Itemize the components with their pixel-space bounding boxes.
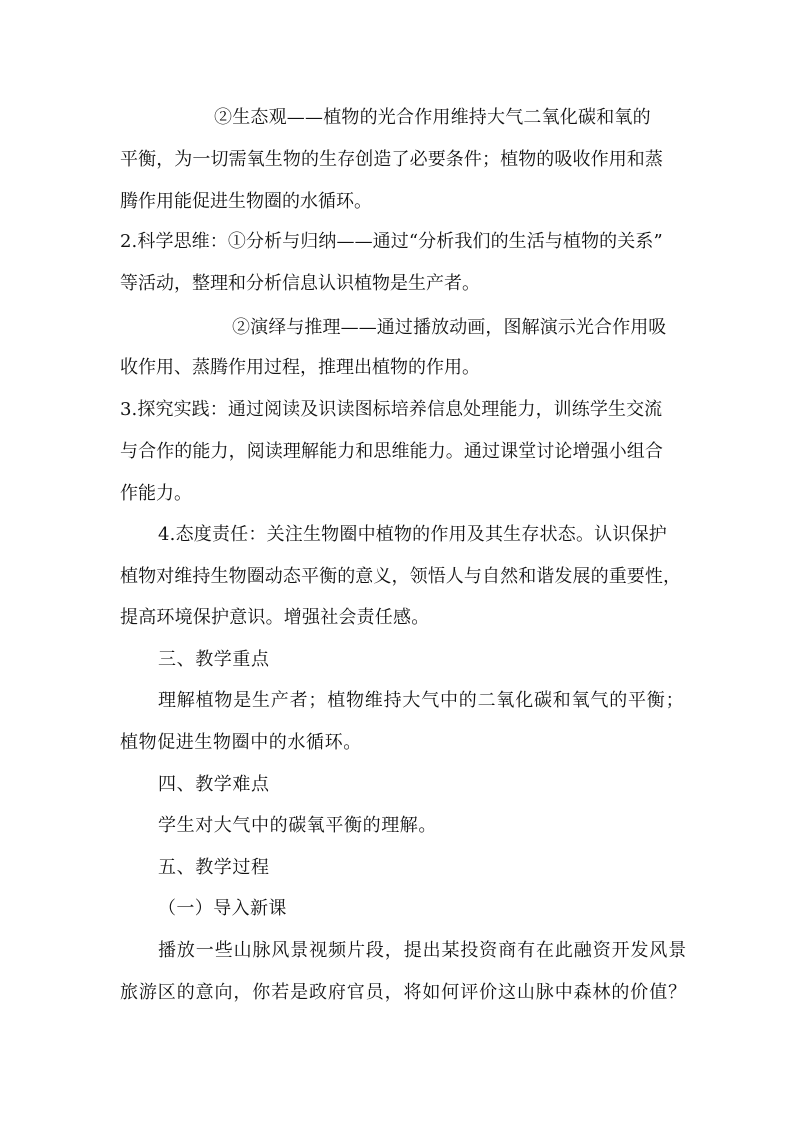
text-line-1: ②生态观——植物的光合作用维持大气二氧化碳和氧的 [214,107,651,128]
text-line-13: 提高环境保护意识。增强社会责任感。 [120,607,430,628]
text-line-22: 旅游区的意向，你若是政府官员，将如何评价这山脉中森林的价值？ [120,982,687,1003]
text-line-9: 与合作的能力，阅读理解能力和思维能力。通过课堂讨论增强小组合 [120,441,663,462]
text-line-7: 收作用、蒸腾作用过程，推理出植物的作用。 [120,357,480,378]
section-heading-key-points: 三、教学重点 [158,649,270,670]
text-line-12: 植物对维持生物圈动态平衡的意义，领悟人与自然和谐发展的重要性， [120,566,682,587]
text-line-3: 腾作用能促进生物圈的水循环。 [120,191,372,212]
text-line-8: 3.探究实践：通过阅读及识读图标培养信息处理能力，训练学生交流 [120,399,663,420]
text-line-5: 等活动，整理和分析信息认识植物是生产者。 [120,273,480,294]
text-line-11: 4.态度责任：关注生物圈中植物的作用及其生存状态。认识保护 [158,524,667,545]
text-line-2: 平衡，为一切需氧生物的生存创造了必要条件；植物的吸收作用和蒸 [120,149,663,170]
section-heading-process: 五、教学过程 [158,857,270,878]
text-line-10: 作能力。 [120,483,192,504]
text-line-15: 理解植物是生产者；植物维持大气中的二氧化碳和氧气的平衡； [158,690,685,711]
text-line-21: 播放一些山脉风景视频片段，提出某投资商有在此融资开发风景 [158,940,688,961]
text-line-4: 2.科学思维：①分析与归纳——通过“分析我们的生活与植物的关系” [120,231,663,252]
text-line-16: 植物促进生物圈中的水循环。 [120,732,362,753]
text-line-6: ②演绎与推理——通过播放动画，图解演示光合作用吸 [232,317,667,338]
subsection-heading-intro: （一）导入新课 [158,898,287,919]
text-line-18: 学生对大气中的碳氧平衡的理解。 [158,815,437,836]
section-heading-difficulties: 四、教学难点 [158,774,270,795]
